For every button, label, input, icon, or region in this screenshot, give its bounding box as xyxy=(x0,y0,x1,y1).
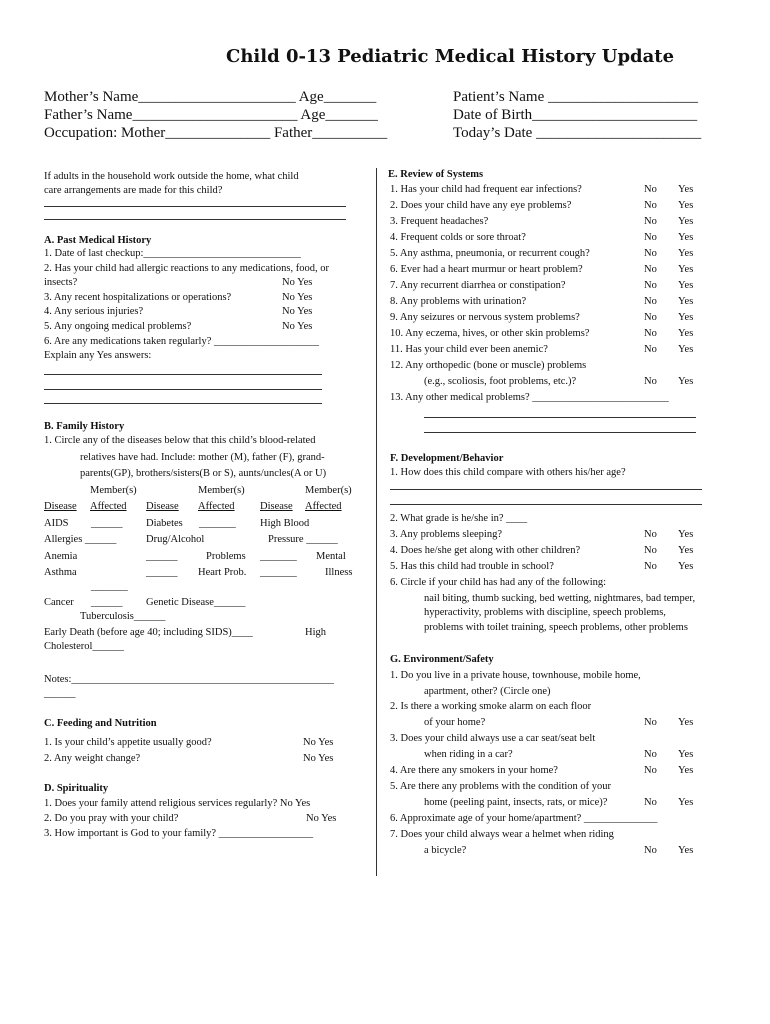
childcare-question: If adults in the household work outside the home, what child xyxy=(44,171,299,182)
disease-header: Disease xyxy=(44,501,77,512)
compare-question: 1. How does this child compare with others his/her age? xyxy=(390,467,626,478)
diabetes-blank[interactable]: _______ xyxy=(199,518,236,529)
member-header: Member(s) xyxy=(198,485,245,496)
allergy-answer[interactable]: No Yes xyxy=(282,277,313,288)
review-question: 10. Any eczema, hives, or other skin problems? xyxy=(390,328,590,339)
behavior-options[interactable]: hyperactivity, problems with discipline, speech problems, xyxy=(424,607,666,618)
orthopedic-yes[interactable]: Yes xyxy=(678,376,694,387)
smoke-alarm-yes[interactable]: Yes xyxy=(678,717,694,728)
occupation-field[interactable]: Occupation: Mother______________ Father__________ xyxy=(44,125,388,141)
pray-question: 2. Do you pray with your child? xyxy=(44,813,179,824)
feeding-heading: C. Feeding and Nutrition xyxy=(44,718,157,729)
review-question: 9. Any seizures or nervous system problems? xyxy=(390,312,580,323)
disease-early-death[interactable]: Early Death (before age 40; including SIDS)____ xyxy=(44,627,253,638)
behavior-options[interactable]: nail biting, thumb sucking, bed wetting, nightmares, bad temper, xyxy=(424,593,696,604)
housing-options[interactable]: apartment, other? (Circle one) xyxy=(424,686,551,697)
review-question: 4. Frequent colds or sore throat? xyxy=(390,232,526,243)
helmet-no[interactable]: No xyxy=(644,845,657,856)
review-no-option[interactable]: No xyxy=(644,184,657,195)
development-heading: F. Development/Behavior xyxy=(390,453,504,464)
disease-anemia: Anemia xyxy=(44,551,78,562)
compare-answer-line[interactable] xyxy=(390,504,702,505)
anemia-blank[interactable]: ______ xyxy=(146,551,178,562)
helmet-question-cont: a bicycle? xyxy=(424,845,467,856)
review-yes-option[interactable]: Yes xyxy=(678,248,694,259)
review-yes-option[interactable]: Yes xyxy=(678,312,694,323)
childcare-question-cont: care arrangements are made for this child? xyxy=(44,185,223,196)
review-yes-option[interactable]: Yes xyxy=(678,232,694,243)
disease-problems: Problems xyxy=(206,551,246,562)
father-name-field[interactable]: Father’s Name______________________ Age_______ xyxy=(44,107,378,123)
spirituality-heading: D. Spirituality xyxy=(44,783,109,794)
grade-field[interactable]: 2. What grade is he/she in? ____ xyxy=(390,513,528,524)
other-problems-line[interactable] xyxy=(424,417,696,418)
circle-question: 6. Circle if your child has had any of the following: xyxy=(390,577,607,588)
compare-answer-line[interactable] xyxy=(390,489,702,490)
car-seat-question: 3. Does your child always use a car seat/seat belt xyxy=(390,733,596,744)
aids-blank[interactable]: ______ xyxy=(91,518,123,529)
affected-header: Affected xyxy=(198,501,235,512)
home-condition-yes[interactable]: Yes xyxy=(678,797,694,808)
appetite-answer[interactable]: No Yes xyxy=(303,737,334,748)
disease-allergies[interactable]: Allergies ______ xyxy=(44,534,117,545)
childcare-answer-line[interactable] xyxy=(44,219,346,220)
disease-pressure[interactable]: Pressure ______ xyxy=(268,534,338,545)
injuries-question: 4. Any serious injuries? xyxy=(44,306,144,317)
asthma-blank[interactable]: ______ xyxy=(146,567,178,578)
review-yes-option[interactable]: Yes xyxy=(678,200,694,211)
get-along-yes[interactable]: Yes xyxy=(678,545,694,556)
patient-name-field[interactable]: Patient’s Name ____________________ xyxy=(453,89,698,105)
disease-heart-prob: Heart Prob. xyxy=(198,567,247,578)
sleeping-question: 3. Any problems sleeping? xyxy=(390,529,502,540)
smoke-alarm-question: 2. Is there a working smoke alarm on each floor xyxy=(390,701,592,712)
school-no[interactable]: No xyxy=(644,561,657,572)
get-along-no[interactable]: No xyxy=(644,545,657,556)
ongoing-problems-answer[interactable]: No Yes xyxy=(282,321,313,332)
review-no-option[interactable]: No xyxy=(644,328,657,339)
review-no-option[interactable]: No xyxy=(644,344,657,355)
religious-services-question[interactable]: 1. Does your family attend religious services regularly? No Yes xyxy=(44,798,311,809)
review-question: 7. Any recurrent diarrhea or constipation? xyxy=(390,280,566,291)
helmet-yes[interactable]: Yes xyxy=(678,845,694,856)
weight-question: 2. Any weight change? xyxy=(44,753,141,764)
school-yes[interactable]: Yes xyxy=(678,561,694,572)
home-age-field[interactable]: 6. Approximate age of your home/apartment? ______________ xyxy=(390,813,658,824)
disease-cholesterol[interactable]: Cholesterol______ xyxy=(44,641,124,652)
smokers-yes[interactable]: Yes xyxy=(678,765,694,776)
disease-asthma: Asthma xyxy=(44,567,77,578)
past-history-heading: A. Past Medical History xyxy=(44,235,152,246)
review-no-option[interactable]: No xyxy=(644,264,657,275)
last-checkup-field[interactable]: 1. Date of last checkup:______________________________ xyxy=(44,248,301,259)
ongoing-problems-question: 5. Any ongoing medical problems? xyxy=(44,321,192,332)
affected-header: Affected xyxy=(90,501,127,512)
disease-diabetes: Diabetes xyxy=(146,518,183,529)
review-question: 11. Has your child ever been anemic? xyxy=(390,344,548,355)
smoke-alarm-question-cont: of your home? xyxy=(424,717,486,728)
orthopedic-no[interactable]: No xyxy=(644,376,657,387)
disease-drug-alcohol: Drug/Alcohol xyxy=(146,534,205,545)
other-problems-field[interactable]: 13. Any other medical problems? __________________________ xyxy=(390,392,669,403)
review-no-option[interactable]: No xyxy=(644,248,657,259)
helmet-question: 7. Does your child always wear a helmet when riding xyxy=(390,829,614,840)
smoke-alarm-no[interactable]: No xyxy=(644,717,657,728)
review-question: 6. Ever had a heart murmur or heart problem? xyxy=(390,264,583,275)
review-no-option[interactable]: No xyxy=(644,232,657,243)
family-instructions: 1. Circle any of the diseases below that this child’s blood-related xyxy=(44,435,316,446)
get-along-question: 4. Does he/she get along with other children? xyxy=(390,545,581,556)
disease-header: Disease xyxy=(146,501,179,512)
review-yes-option[interactable]: Yes xyxy=(678,184,694,195)
member-header: Member(s) xyxy=(305,485,352,496)
sleeping-yes[interactable]: Yes xyxy=(678,529,694,540)
appetite-question: 1. Is your child’s appetite usually good? xyxy=(44,737,212,748)
orthopedic-question: 12. Any orthopedic (bone or muscle) problems xyxy=(390,360,587,371)
behavior-options[interactable]: problems with toilet training, speech problems, other problems xyxy=(424,622,688,633)
review-question: 2. Does your child have any eye problems? xyxy=(390,200,572,211)
review-yes-option[interactable]: Yes xyxy=(678,280,694,291)
disease-cancer: Cancer xyxy=(44,597,74,608)
explain-line[interactable] xyxy=(44,389,322,390)
date-of-birth-field[interactable]: Date of Birth______________________ xyxy=(453,107,698,123)
review-heading: E. Review of Systems xyxy=(388,169,484,180)
review-question: 5. Any asthma, pneumonia, or recurrent cough? xyxy=(390,248,590,259)
review-no-option[interactable]: No xyxy=(644,200,657,211)
childcare-answer-line[interactable] xyxy=(44,206,346,207)
review-no-option[interactable]: No xyxy=(644,280,657,291)
car-seat-question-cont: when riding in a car? xyxy=(424,749,513,760)
review-question: 1. Has your child had frequent ear infections? xyxy=(390,184,582,195)
disease-genetic[interactable]: Genetic Disease______ xyxy=(146,597,246,608)
school-question: 5. Has this child had trouble in school? xyxy=(390,561,554,572)
injuries-answer[interactable]: No Yes xyxy=(282,306,313,317)
review-yes-option[interactable]: Yes xyxy=(678,344,694,355)
orthopedic-question-cont: (e.g., scoliosis, foot problems, etc.)? xyxy=(424,376,577,387)
disease-high: High xyxy=(305,627,326,638)
todays-date-field[interactable]: Today’s Date ______________________ xyxy=(453,125,702,141)
extra-blank[interactable]: _______ xyxy=(91,581,128,592)
sleeping-no[interactable]: No xyxy=(644,529,657,540)
review-yes-option[interactable]: Yes xyxy=(678,296,694,307)
heart-blank[interactable]: _______ xyxy=(260,567,297,578)
allergy-question-cont: insects? xyxy=(44,277,78,288)
review-question: 8. Any problems with urination? xyxy=(390,296,527,307)
notes-field-cont[interactable]: ______ xyxy=(44,688,76,699)
review-yes-option[interactable]: Yes xyxy=(678,216,694,227)
smokers-question: 4. Are there any smokers in your home? xyxy=(390,765,558,776)
home-condition-question: 5. Are there any problems with the condition of your xyxy=(390,781,612,792)
review-no-option[interactable]: No xyxy=(644,296,657,307)
hospitalization-question: 3. Any recent hospitalizations or operations? xyxy=(44,292,232,303)
home-condition-question-cont: home (peeling paint, insects, rats, or mice)? xyxy=(424,797,608,808)
hospitalization-answer[interactable]: No Yes xyxy=(282,292,313,303)
column-divider xyxy=(376,168,377,876)
cancer-blank[interactable]: ______ xyxy=(91,597,123,608)
review-yes-option[interactable]: Yes xyxy=(678,328,694,339)
weight-answer[interactable]: No Yes xyxy=(303,753,334,764)
disease-mental: Mental xyxy=(316,551,346,562)
explain-line[interactable] xyxy=(44,374,322,375)
mother-name-field[interactable]: Mother’s Name_____________________ Age_______ xyxy=(44,89,377,105)
god-importance-field[interactable]: 3. How important is God to your family? __________________ xyxy=(44,828,314,839)
affected-header: Affected xyxy=(305,501,342,512)
other-problems-line[interactable] xyxy=(424,432,696,433)
family-instructions-cont: parents(GP), brothers/sisters(B or S), aunts/uncles(A or U) xyxy=(80,468,327,479)
pray-answer[interactable]: No Yes xyxy=(306,813,337,824)
disease-illness: Illness xyxy=(325,567,353,578)
disease-tuberculosis[interactable]: Tuberculosis______ xyxy=(80,611,166,622)
disease-header: Disease xyxy=(260,501,293,512)
disease-aids: AIDS xyxy=(44,518,69,529)
review-no-option[interactable]: No xyxy=(644,312,657,323)
home-condition-no[interactable]: No xyxy=(644,797,657,808)
explain-line[interactable] xyxy=(44,403,322,404)
smokers-no[interactable]: No xyxy=(644,765,657,776)
notes-field[interactable]: Notes:__________________________________________________ xyxy=(44,674,334,685)
family-instructions-cont: relatives have had. Include: mother (M), father (F), grand- xyxy=(80,452,325,463)
member-header: Member(s) xyxy=(90,485,137,496)
page-title: Child 0-13 Pediatric Medical History Update xyxy=(226,46,675,67)
family-history-heading: B. Family History xyxy=(44,421,125,432)
review-no-option[interactable]: No xyxy=(644,216,657,227)
housing-question: 1. Do you live in a private house, townhouse, mobile home, xyxy=(390,670,641,681)
explain-label: Explain any Yes answers: xyxy=(44,350,152,361)
environment-heading: G. Environment/Safety xyxy=(390,654,494,665)
car-seat-yes[interactable]: Yes xyxy=(678,749,694,760)
allergy-question: 2. Has your child had allergic reactions to any medications, food, or xyxy=(44,263,329,274)
medications-field[interactable]: 6. Are any medications taken regularly? ____________________ xyxy=(44,336,319,347)
disease-high-blood: High Blood xyxy=(260,518,310,529)
review-yes-option[interactable]: Yes xyxy=(678,264,694,275)
problems-blank[interactable]: _______ xyxy=(260,551,297,562)
car-seat-no[interactable]: No xyxy=(644,749,657,760)
review-question: 3. Frequent headaches? xyxy=(390,216,489,227)
